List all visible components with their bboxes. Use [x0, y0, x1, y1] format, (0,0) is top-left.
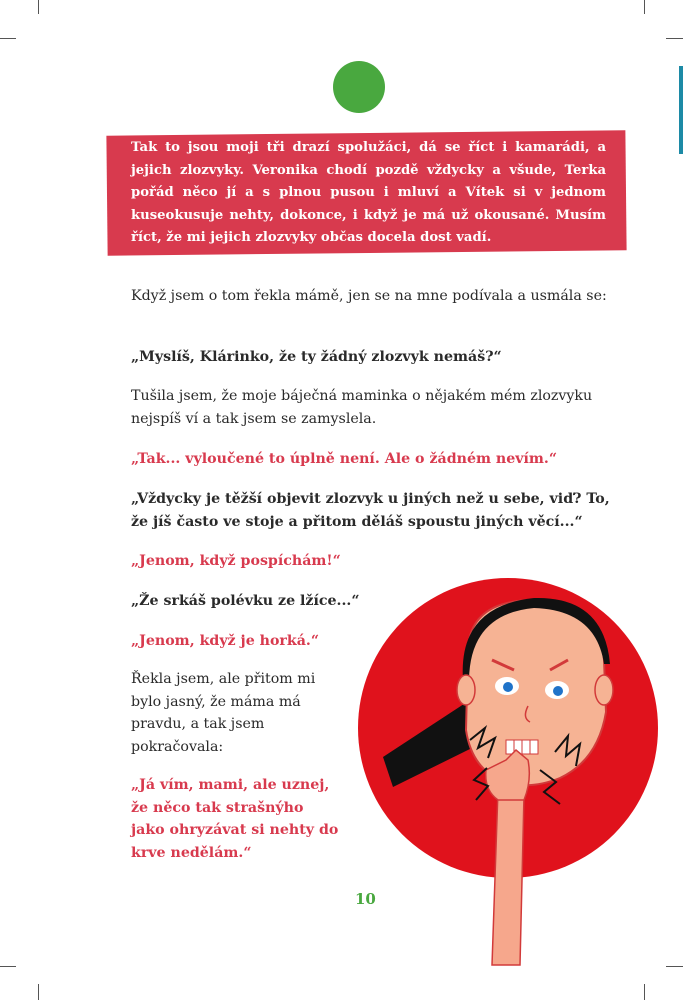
paragraph: Tušila jsem, že moje báječná maminka o nějakém mém zlozvyku nejspíš ví a tak jsem se zamyslela. [131, 388, 593, 427]
dialogue-girl: „Tak... vyloučené to úplně není. Ale o žádném nevím.“ [131, 451, 558, 467]
dialogue-girl: „Jenom, když je horká.“ [131, 633, 320, 649]
dialogue-girl: „Jenom, když pospíchám!“ [131, 553, 341, 569]
dialogue-mother: „Myslíš, Klárinko, že ty žádný zlozvyk nemáš?“ [131, 349, 502, 365]
dialogue-girl: „Já vím, mami, ale uznej, že něco tak strašnýho jako ohryzávat si nehty do krve nedělám.“ [131, 777, 339, 861]
dialogue-mother: „Že srkáš polévku ze lžíce...“ [131, 593, 360, 609]
dialogue-mother: „Vždycky je těžší objevit zlozvyk u jiných než u sebe, viď? To, že jíš často ve stoje a přitom děláš spoustu jiných věcí...“ [131, 491, 610, 530]
face [466, 600, 606, 785]
paragraph: Řekla jsem, ale přitom mi bylo jasný, že máma má pravdu, a tak jsem pokračovala: [131, 671, 316, 755]
intro-banner-text: Tak to jsou moji tři drazí spolužáci, dá se říct i kamarádi, a jejich zlozvyky. Veronika chodí pozdě vždycky a všude, Terka pořád něco jí a s plnou pusou i mluví a Vítek si v jednom kuseokusuje nehty, dokonce, i když je má už okousané. Musím říct, že mi jejich zlozvyky občas docela dost vadí. [131, 140, 606, 245]
page-number: 10 [355, 890, 376, 908]
paragraph: Když jsem o tom řekla mámě, jen se na mne podívala a usmála se: [131, 288, 607, 304]
